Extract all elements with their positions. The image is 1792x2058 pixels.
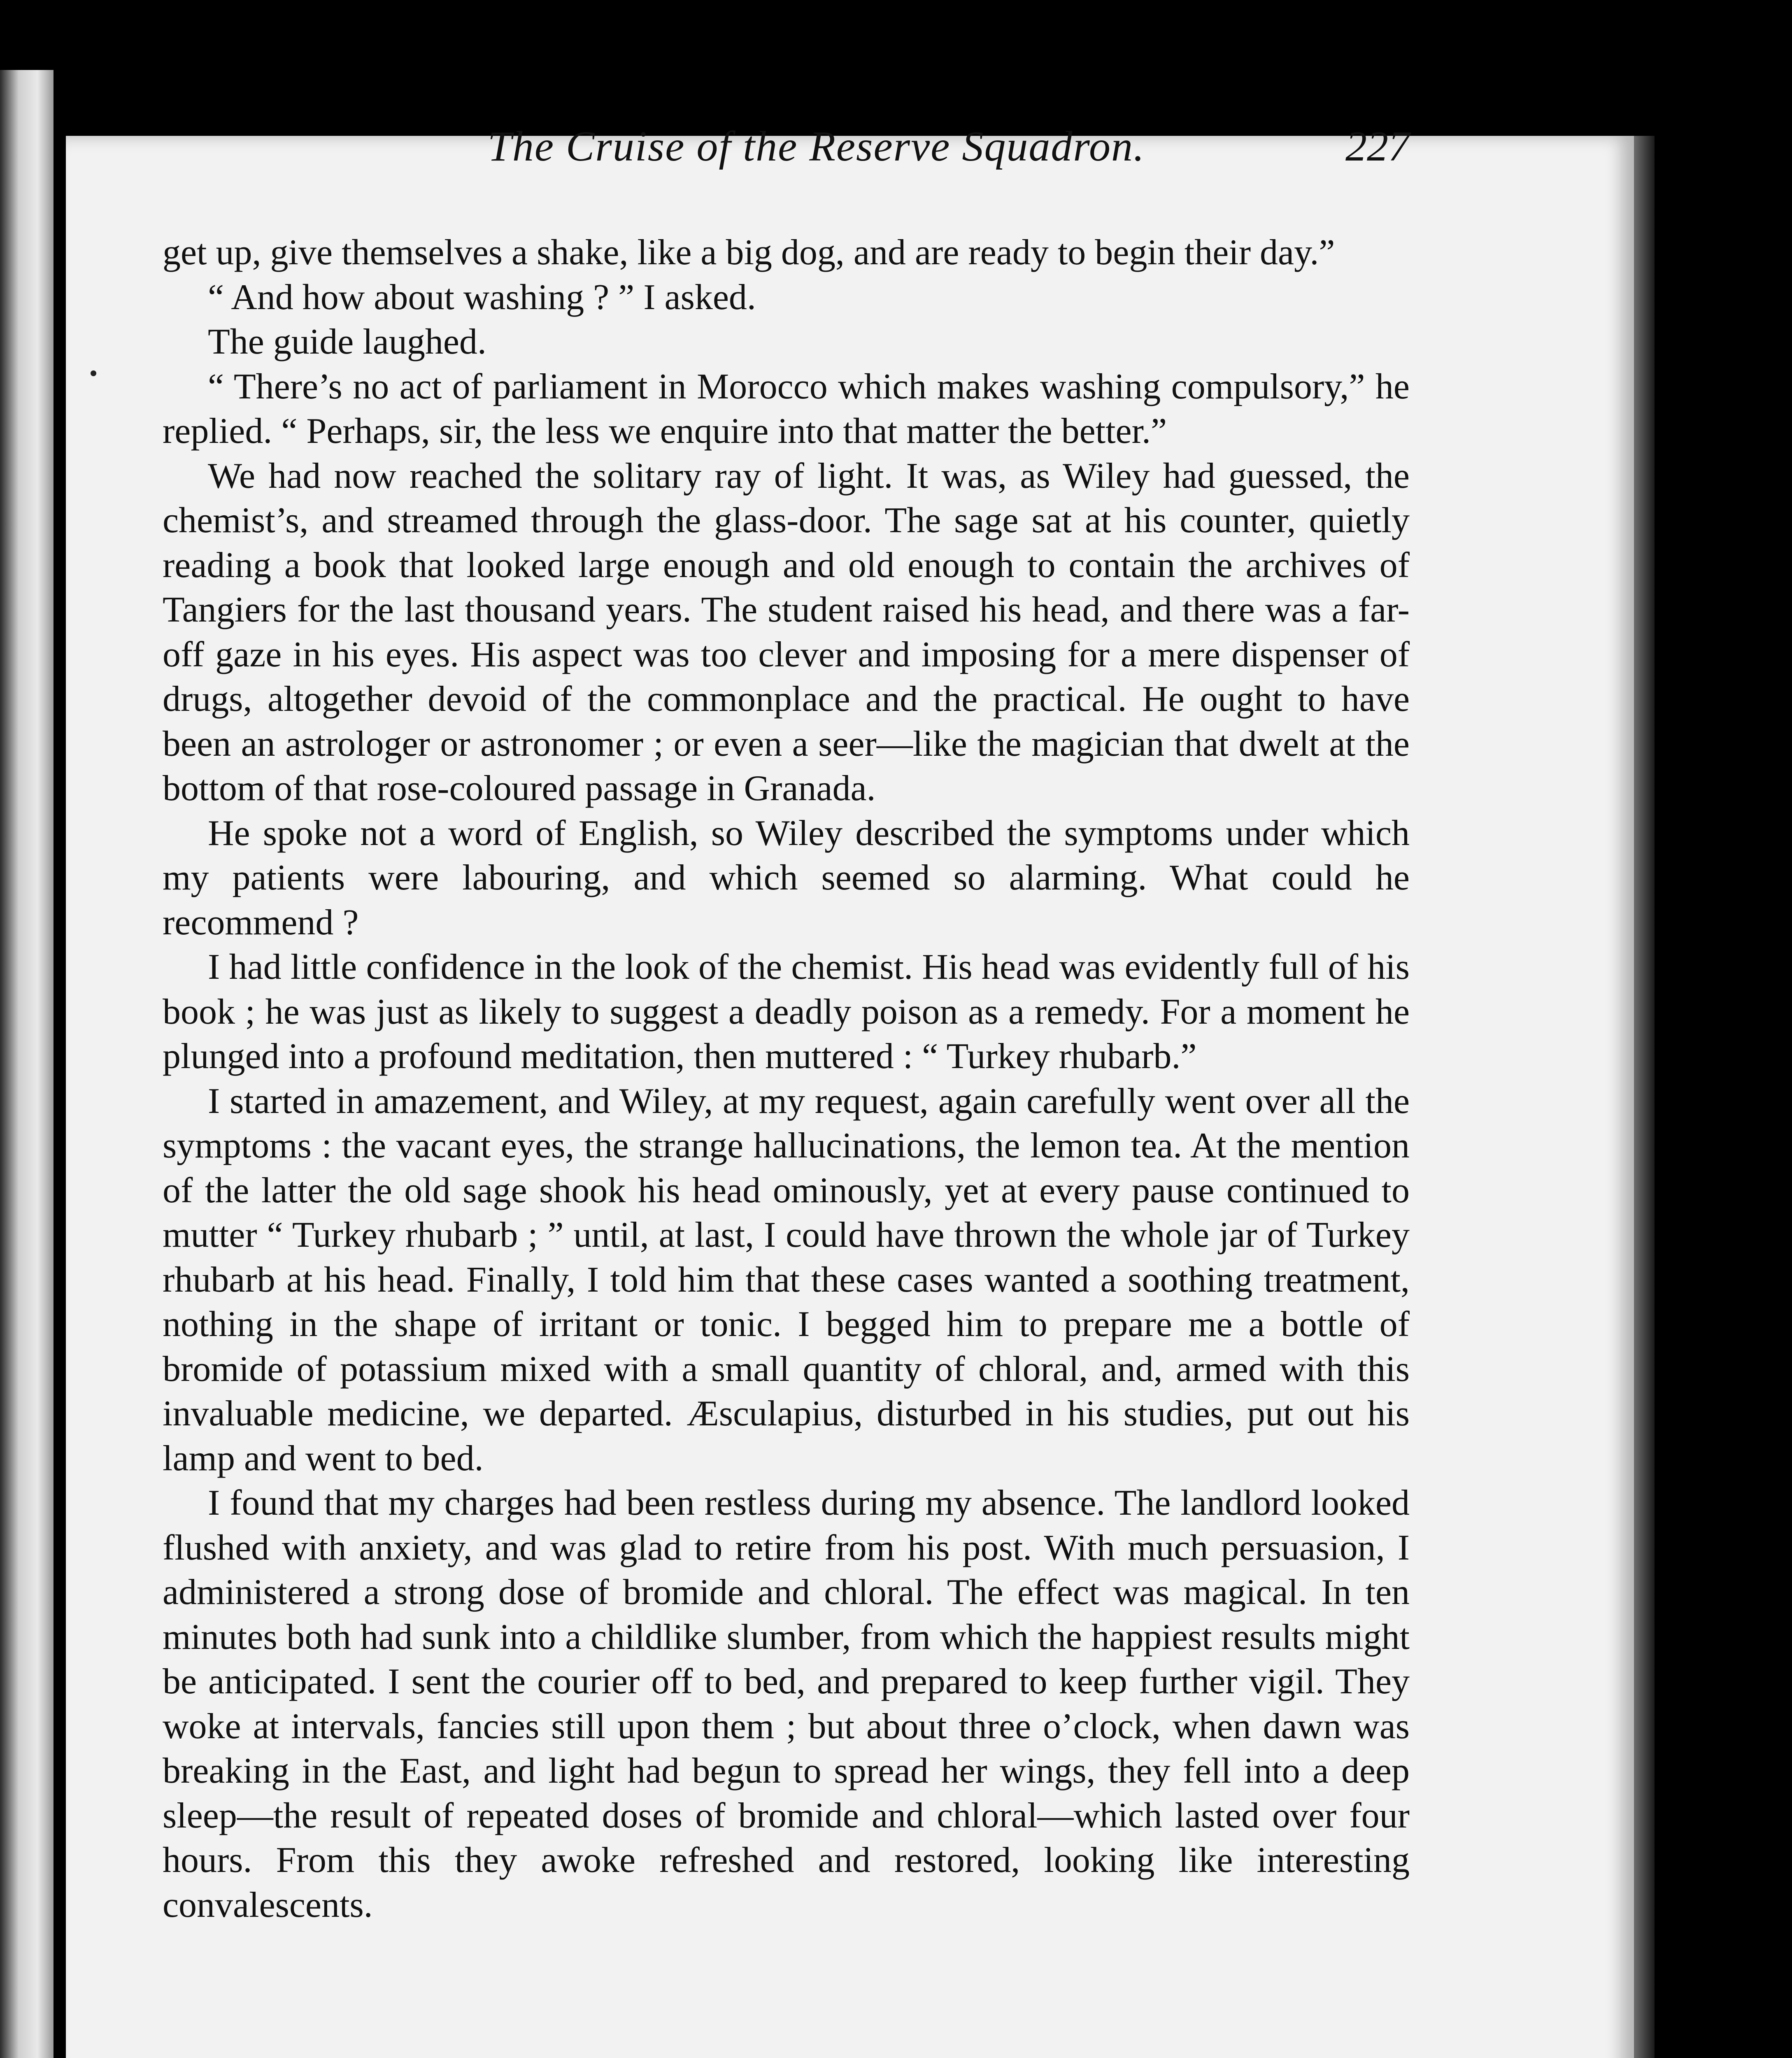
body-text (163, 230, 1410, 1928)
running-head (163, 122, 1410, 204)
paragraph: I had little confidence in the look of the chemist. His head was evidently full of his book ; he was just as likely to suggest a deadly poison as a remedy. For a moment he plunged into a profound meditation, then muttered : “ Turkey rhubarb.” (163, 947, 1410, 1076)
paragraph: I started in amazement, and Wiley, at my request, again carefully went over all the symptoms : the vacant eyes, the strange hallucinations, the lemon tea. At the mention of the latter the old sage shook his head ominously, yet at every pause continued to mutter “ Turkey rhubarb ; ” until, at last, I could have thrown the whole jar of Turkey rhubarb at his head. Finally, I told him that these cases wanted a soothing treatment, nothing in the shape of irritant or tonic. I begged him to prepare me a bottle of bromide of potassium mixed with a small quantity of chloral, and, armed with this invaluable medicine, we departed. Æsculapius, disturbed in his studies, put out his lamp and went to bed. (163, 1081, 1410, 1478)
paragraph: “ There’s no act of parliament in Morocco which makes washing compulsory,” he replied. “ Perhaps, sir, the less we enquire into that matter the better.” (163, 366, 1410, 451)
paragraph: The guide laughed. (208, 322, 486, 362)
page-right-edge (1634, 136, 1655, 2058)
paragraph: He spoke not a word of English, so Wiley described the symptoms under which my patients were labouring, and which seemed so alarming. What could he recommend ? (163, 813, 1410, 943)
paragraph: I found that my charges had been restless during my absence. The landlord looked flushed with anxiety, and was glad to retire from his post. With much persuasion, I administered a strong dose of bromide and chloral. The effect was magical. In ten minutes both had sunk into a childlike slumber, from which the happiest results might be anticipated. I sent the courier off to bed, and prepared to keep further vigil. They woke at intervals, fancies still upon them ; but about three o’clock, when dawn was breaking in the East, and light had begun to spread her wings, they fell into a deep sleep—the result of repeated doses of bromide and chloral—which lasted over four hours. From this they awoke refreshed and restored, looking like interesting convalescents. (163, 1483, 1410, 1925)
paragraph: get up, give themselves a shake, like a big dog, and are ready to begin their day.” (163, 233, 1335, 272)
margin-mark (91, 370, 96, 376)
page-number: 227 (1345, 123, 1410, 170)
paragraph: We had now reached the solitary ray of light. It was, as Wiley had guessed, the chemist’s, and streamed through the glass-door. The sage sat at his counter, quietly reading a book that looked large enough and old enough to contain the archives of Tangiers for the last thousand years. The student raised his head, and there was a far-off gaze in his eyes. His aspect was too clever and imposing for a mere dispenser of drugs, altogether devoid of the commonplace and the practical. He ought to have been an astrologer or astronomer ; or even a seer—like the magician that dwelt at the bottom of that rose-coloured passage in Granada. (163, 456, 1410, 808)
previous-page-edge (0, 70, 54, 2058)
paragraph: “ And how about washing ? ” I asked. (208, 277, 756, 317)
running-title: The Cruise of the Reserve Squadron. (488, 123, 1145, 170)
